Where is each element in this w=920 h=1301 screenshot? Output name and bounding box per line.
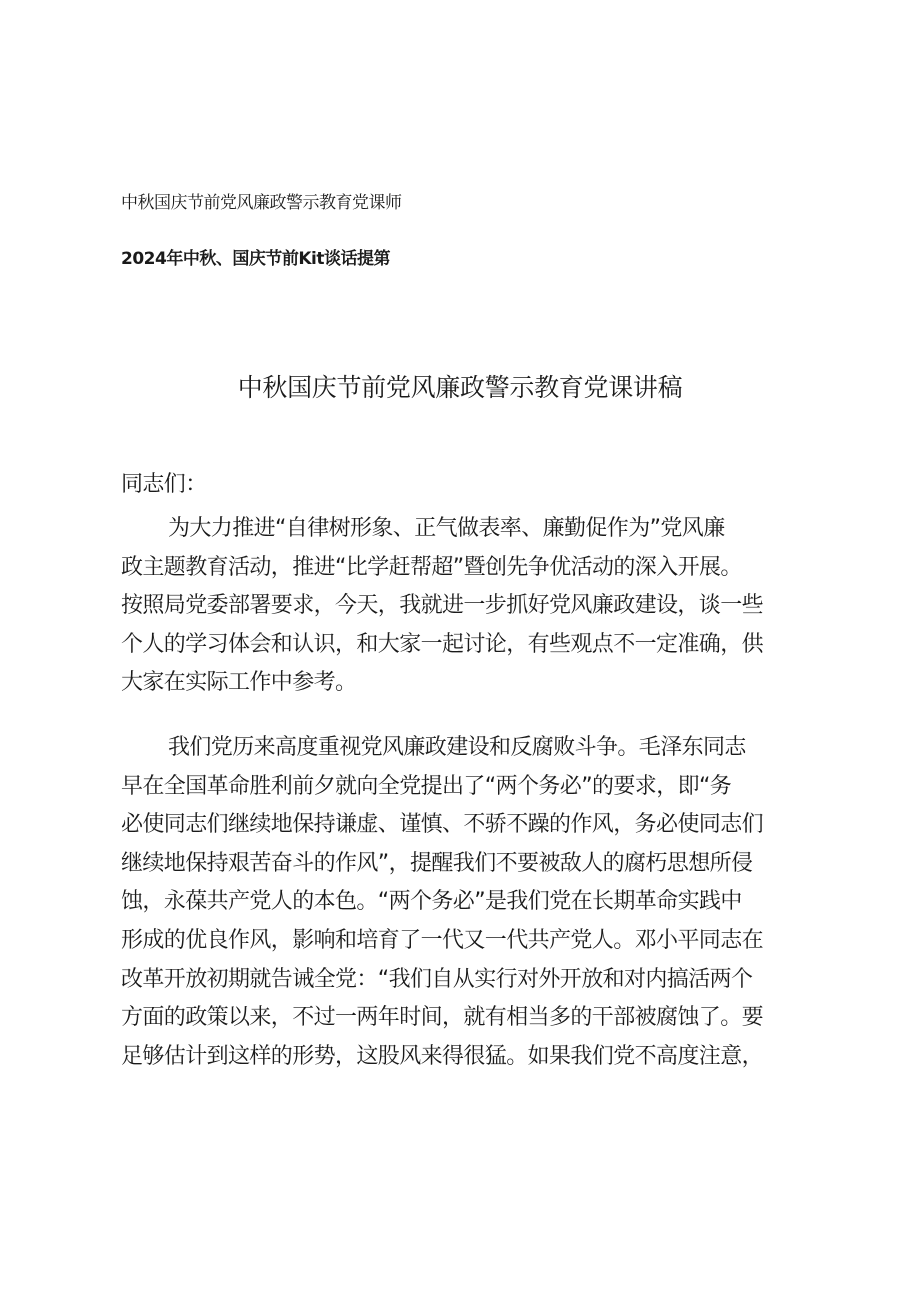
paragraph-line: 方面的政策以来，不过一两年时间，就有相当多的干部被腐蚀了。要 — [121, 1005, 764, 1031]
paragraph-line: 按照局党委部署要求，今天，我就进一步抓好党风廉政建设，谈一些 — [121, 593, 764, 619]
paragraph-line: 蚀，永葆共产党人的本色。“两个务必”是我们党在长期革命实践中 — [121, 889, 742, 915]
paragraph-line: 我们党历来高度重视党风廉政建设和反腐败斗争。毛泽东同志 — [168, 735, 746, 760]
paragraph-2 — [121, 729, 811, 1076]
header-line-2: 2024年中秋、国庆节前Kit谈话提第 — [121, 249, 390, 269]
paragraph-line: 大家在实际工作中参考。 — [121, 670, 357, 696]
paragraph-line: 必使同志们继续地保持谦虚、谨慎、不骄不躁的作风，务必使同志们 — [121, 812, 764, 838]
paragraph-line: 早在全国革命胜利前夕就向全党提出了“两个务必”的要求，即“务 — [121, 773, 732, 799]
paragraph-line: 个人的学习体会和认识，和大家一起讨论，有些观点不一定准确，供 — [121, 631, 764, 657]
paragraph-line: 为大力推进“自律树形象、正气做表率、廉勤促作为”党风廉 — [168, 516, 725, 541]
paragraph-1 — [121, 510, 811, 703]
paragraph-line: 足够估计到这样的形势，这股风来得很猛。如果我们党不高度注意， — [121, 1043, 764, 1069]
salutation: 同志们： — [121, 472, 207, 497]
document-title: 中秋国庆节前党风廉政警示教育党课讲稿 — [237, 373, 683, 402]
paragraph-line: 形成的优良作风，影响和培育了一代又一代共产党人。邓小平同志在 — [121, 927, 764, 953]
header-line-1: 中秋国庆节前党风廉政警示教育党课师 — [121, 193, 402, 213]
paragraph-line: 改革开放初期就告诫全党：“我们自从实行对外开放和对内搞活两个 — [121, 966, 753, 992]
paragraph-line: 政主题教育活动，推进“比学赶帮超”暨创先争优活动的深入开展。 — [121, 554, 742, 580]
paragraph-line: 继续地保持艰苦奋斗的作风”，提醒我们不要被敌人的腐朽思想所侵 — [121, 850, 753, 876]
